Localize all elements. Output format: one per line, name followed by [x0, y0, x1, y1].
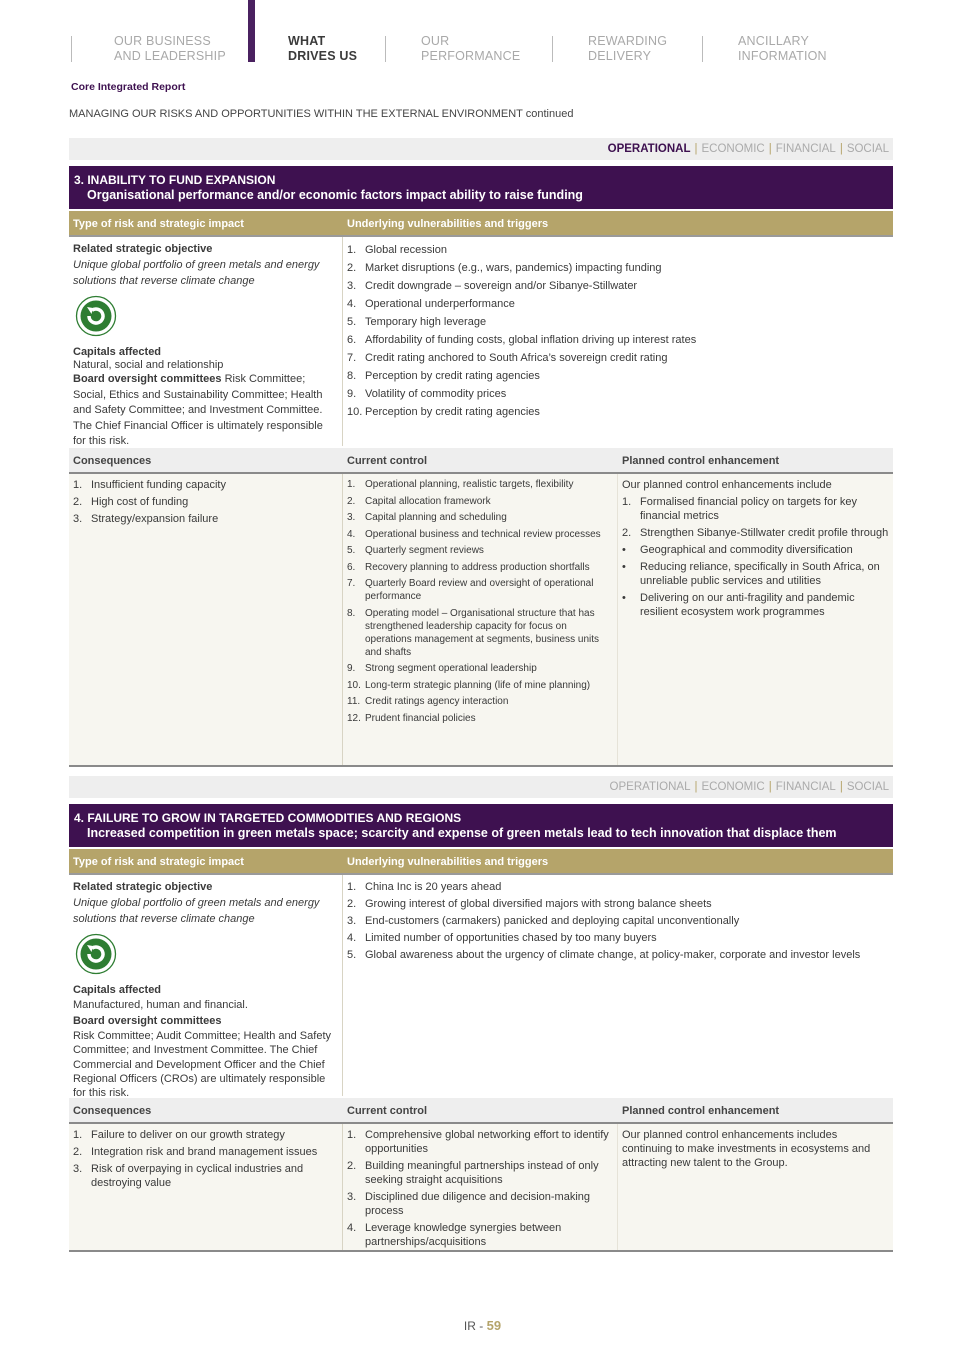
list-item: 7. Credit rating anchored to South Africa’s sovereign credit rating	[347, 349, 889, 367]
objective-text: Unique global portfolio of green metals and energy solutions that reverse climate change	[73, 897, 320, 925]
text: Credit ratings agency interaction	[365, 696, 509, 707]
text: Credit rating anchored to South Africa’s sovereign credit rating	[365, 352, 668, 364]
capitals-text: Natural, social and relationship	[73, 359, 224, 371]
tag-operational: OPERATIONAL	[607, 143, 691, 155]
current-control-cell	[343, 474, 618, 765]
table-header	[69, 849, 893, 875]
tag-economic: ECONOMIC	[701, 781, 765, 793]
text: 1.	[622, 496, 632, 508]
list-item: 9. Volatility of commodity prices	[347, 385, 889, 403]
header-planned-enhancement: Planned control enhancement	[622, 455, 780, 467]
tag-financial: FINANCIAL	[775, 781, 836, 793]
text: Affordability of funding costs, global inflation driving up interest rates	[365, 334, 697, 346]
objective-label: Related strategic objective	[73, 881, 213, 893]
triggers-cell	[343, 875, 893, 1096]
text: Operational planning, realistic targets, flexibility	[365, 479, 574, 490]
text: Reducing reliance, specifically in South Africa, on unreliable public services and utilities	[640, 561, 880, 587]
table-row	[69, 875, 893, 1100]
strategic-impact-cell	[69, 237, 343, 446]
nav-ancillary-information[interactable]	[738, 34, 827, 64]
text: Perception by credit rating agencies	[365, 406, 540, 418]
text: Capital planning and scheduling	[365, 512, 507, 523]
list-item: 1. Comprehensive global networking effort to identify opportunities	[347, 1128, 613, 1156]
planned-intro: Our planned control enhancements includes continuing to make investments in ecosystems and attracting new talent to the Group.	[622, 1129, 871, 1169]
risk-title-bar	[69, 804, 893, 847]
capitals-text: Manufactured, human and financial.	[73, 999, 248, 1011]
risk-title: 4. FAILURE TO GROW IN TARGETED COMMODITIES AND REGIONS	[74, 811, 462, 825]
strategic-impact-cell	[69, 875, 343, 1100]
list-item: 2. Capital allocation framework	[347, 495, 491, 507]
header-type: Type of risk and strategic impact	[73, 218, 244, 230]
current-control-cell	[343, 1124, 618, 1250]
list-item: 2. Growing interest of global diversified majors with strong balance sheets	[347, 896, 889, 913]
text: Geographical and commodity diversification	[640, 544, 853, 556]
list-item: 2. High cost of funding	[73, 496, 189, 508]
table-header	[69, 211, 893, 237]
text: •	[622, 592, 626, 604]
table-row	[69, 474, 893, 767]
text: Delivering on our anti-fragility and pandemic resilient ecosystem work programmes	[640, 592, 855, 618]
nav-label: DELIVERY	[588, 49, 652, 63]
tag-operational: OPERATIONAL	[609, 781, 691, 793]
list-item: 6. Recovery planning to address production shortfalls	[347, 561, 590, 573]
page-subtitle: MANAGING OUR RISKS AND OPPORTUNITIES WITHIN THE EXTERNAL ENVIRONMENT continued	[69, 108, 574, 120]
nav-rewarding-delivery[interactable]	[588, 34, 667, 64]
nav-label: DRIVES US	[288, 49, 358, 63]
list-item: 4. Limited number of opportunities chased by too many buyers	[347, 930, 889, 947]
list-item	[622, 560, 889, 588]
risk-table-3	[69, 166, 893, 767]
header-current-control: Current control	[347, 1105, 428, 1117]
table-header	[69, 448, 893, 474]
tag-financial: FINANCIAL	[775, 143, 836, 155]
nav-our-performance[interactable]	[421, 34, 520, 64]
list-item: 3. Strategy/expansion failure	[73, 513, 219, 525]
list-item: 3. Risk of overpaying in cyclical industries and destroying value	[73, 1162, 338, 1190]
nav-label: REWARDING	[588, 34, 668, 48]
text: Strong segment operational leadership	[365, 663, 537, 674]
report-label: Core Integrated Report	[71, 81, 186, 93]
text: •	[622, 561, 626, 573]
list-item	[622, 495, 889, 523]
list-item: 6. Affordability of funding costs, global inflation driving up interest rates	[347, 331, 889, 349]
list-item: 1. Failure to deliver on our growth strategy	[73, 1129, 285, 1141]
list-item: 1. Global recession	[347, 241, 889, 259]
board-text: Risk Committee; Social, Ethics and Sustainability Committee; Health and Safety Committee; and Investment Committee. The Chief Financial Officer is ultimately responsible for this risk.	[73, 373, 323, 447]
risk-subtitle: Increased competition in green metals space; scarcity and expense of green metals lead to tech innovation that displace them	[87, 826, 837, 840]
capitals-label: Capitals affected	[73, 984, 162, 996]
page-number-value: 59	[486, 1318, 502, 1333]
table-header	[69, 1098, 893, 1124]
header-type: Type of risk and strategic impact	[73, 856, 244, 868]
text: Building meaningful partnerships instead of only seeking straight acquisitions	[365, 1160, 599, 1186]
nav-label: INFORMATION	[738, 49, 827, 63]
nav-label: PERFORMANCE	[421, 49, 521, 63]
list-item: 3. End-customers (carmakers) panicked and deploying capital unconventionally	[347, 913, 889, 930]
section-nav	[0, 0, 965, 70]
list-item: 2. Integration risk and brand management issues	[73, 1146, 318, 1158]
text: Strategy/expansion failure	[91, 513, 219, 525]
tag-social: SOCIAL	[846, 781, 889, 793]
list-item: 4. Leverage knowledge synergies between partnerships/acquisitions	[347, 1221, 613, 1249]
board-label: Board oversight committees	[73, 1015, 222, 1027]
text: China Inc is 20 years ahead	[365, 881, 502, 893]
capitals-label: Capitals affected	[73, 346, 162, 358]
nav-divider	[71, 36, 72, 62]
risk-category-bar: OPERATIONAL | ECONOMIC | FINANCIAL | SOCIAL	[69, 776, 893, 798]
list-item: 11. Credit ratings agency interaction	[347, 696, 509, 707]
text: Long-term strategic planning (life of mine planning)	[365, 679, 591, 691]
list-item: 2. Market disruptions (e.g., wars, pandemics) impacting funding	[347, 259, 889, 277]
text: Temporary high leverage	[365, 316, 487, 328]
list-item	[622, 543, 889, 557]
board-text: Risk Committee; Audit Committee; Health and Safety Committee; and Investment Committee. The Chief Commercial and Development Officer and the Chief Regional Officers (CROs) are ultimately responsible for this risk.	[73, 1030, 331, 1100]
text: 2.	[622, 527, 632, 539]
nav-divider	[385, 36, 386, 62]
text: Failure to deliver on our growth strategy	[91, 1129, 285, 1141]
list-item: 7. Quarterly Board review and oversight of operational performance	[347, 577, 613, 603]
header-consequences: Consequences	[73, 1105, 152, 1117]
text: Operational business and technical review processes	[365, 528, 601, 540]
list-item: 12. Prudent financial policies	[347, 712, 476, 724]
page-prefix: IR -	[463, 1319, 487, 1333]
list-item: 5. Global awareness about the urgency of climate change, at policy-maker, corporate and investor levels	[347, 947, 889, 964]
text: Quarterly segment reviews	[365, 545, 484, 556]
list-item: 1. Operational planning, realistic targets, flexibility	[347, 479, 574, 490]
list-item: 5. Quarterly segment reviews	[347, 545, 484, 556]
board-label: Board oversight committees	[73, 373, 222, 385]
list-item: 5. Temporary high leverage	[347, 313, 889, 331]
strategic-objective-recycle-icon	[75, 295, 117, 337]
list-item	[622, 526, 889, 540]
list-item: 4. Operational underperformance	[347, 295, 889, 313]
objective-text: Unique global portfolio of green metals and energy solutions that reverse climate change	[73, 259, 320, 287]
table-row	[69, 237, 893, 446]
risk-table-4	[69, 804, 893, 1252]
planned-enhancement-cell	[618, 474, 893, 765]
text: Quarterly Board review and oversight of operational performance	[365, 578, 594, 602]
text: Operating model – Organisational structure that has strengthened leadership capacity for focus on operations management at segments, business units and shafts	[365, 607, 600, 658]
header-underlying: Underlying vulnerabilities and triggers	[347, 856, 549, 868]
tag-social: SOCIAL	[846, 143, 889, 155]
text: Global awareness about the urgency of climate change, at policy-maker, corporate and investor levels	[365, 949, 861, 961]
list-item: 3. Capital planning and scheduling	[347, 512, 507, 523]
header-planned-enhancement: Planned control enhancement	[622, 1105, 780, 1117]
table-row	[69, 1124, 893, 1252]
nav-label: OUR BUSINESS	[114, 34, 211, 48]
list-item: 10. Perception by credit rating agencies	[347, 403, 889, 421]
tag-economic: ECONOMIC	[701, 143, 765, 155]
text: Disciplined due diligence and decision-making process	[365, 1191, 591, 1217]
nav-what-drives-us[interactable]	[288, 34, 357, 64]
list-item: 1. China Inc is 20 years ahead	[347, 879, 889, 896]
text: Strengthen Sibanye-Stillwater credit profile through	[640, 527, 889, 539]
list-item: 8. Perception by credit rating agencies	[347, 367, 889, 385]
risk-subtitle: Organisational performance and/or economic factors impact ability to raise funding	[87, 188, 583, 202]
objective-label: Related strategic objective	[73, 243, 213, 255]
text: Comprehensive global networking effort to identify opportunities	[365, 1129, 609, 1155]
text: •	[622, 544, 626, 556]
text: Limited number of opportunities chased by too many buyers	[365, 932, 657, 944]
list-item	[622, 591, 889, 619]
consequences-cell	[69, 1124, 343, 1250]
triggers-cell	[343, 237, 893, 446]
risk-title-bar	[69, 166, 893, 209]
header-current-control: Current control	[347, 455, 428, 467]
list-item: 3. Disciplined due diligence and decision-making process	[347, 1190, 613, 1218]
nav-our-business[interactable]	[114, 34, 226, 64]
text: Insufficient funding capacity	[91, 479, 226, 491]
text: Perception by credit rating agencies	[365, 370, 540, 382]
page-number	[0, 1318, 965, 1333]
risk-category-bar: OPERATIONAL | ECONOMIC | FINANCIAL | SOCIAL	[69, 138, 893, 160]
text: Prudent financial policies	[365, 712, 476, 724]
list-item: 8. Operating model – Organisational structure that has strengthened leadership capacity for focus on operations management at segments, business units and shafts	[347, 607, 613, 659]
list-item: 9. Strong segment operational leadership	[347, 663, 537, 674]
consequences-cell	[69, 474, 343, 765]
text: End-customers (carmakers) panicked and deploying capital unconventionally	[365, 915, 740, 927]
strategic-objective-recycle-icon	[75, 933, 117, 975]
text: Global recession	[365, 244, 447, 256]
nav-label: ANCILLARY	[738, 34, 810, 48]
text: Operational underperformance	[365, 298, 515, 310]
nav-divider	[702, 36, 703, 62]
list-item: 2. Building meaningful partnerships instead of only seeking straight acquisitions	[347, 1159, 613, 1187]
nav-label: AND LEADERSHIP	[114, 49, 226, 63]
header-consequences: Consequences	[73, 455, 152, 467]
list-item: 10. Long-term strategic planning (life of mine planning)	[347, 679, 591, 691]
text: Growing interest of global diversified majors with strong balance sheets	[365, 898, 712, 910]
text: Leverage knowledge synergies between partnerships/acquisitions	[365, 1222, 562, 1248]
active-nav-indicator	[248, 0, 255, 62]
list-item: 3. Credit downgrade – sovereign and/or Sibanye-Stillwater	[347, 277, 889, 295]
text: High cost of funding	[91, 496, 189, 508]
planned-enhancement-cell	[618, 1124, 893, 1250]
text: Market disruptions (e.g., wars, pandemics) impacting funding	[365, 262, 662, 274]
text: Risk of overpaying in cyclical industries and destroying value	[91, 1163, 304, 1189]
planned-intro: Our planned control enhancements include	[622, 479, 832, 491]
header-underlying: Underlying vulnerabilities and triggers	[347, 218, 549, 230]
text: Volatility of commodity prices	[365, 388, 507, 400]
nav-label: OUR	[421, 34, 450, 48]
list-item: 4. Operational business and technical review processes	[347, 528, 601, 540]
text: Credit downgrade – sovereign and/or Sibanye-Stillwater	[365, 280, 638, 292]
nav-label: WHAT	[288, 34, 326, 48]
text: Formalised financial policy on targets for key financial metrics	[640, 496, 858, 522]
risk-title: 3. INABILITY TO FUND EXPANSION	[74, 173, 276, 187]
list-item: 1. Insufficient funding capacity	[73, 479, 226, 491]
text: Recovery planning to address production shortfalls	[365, 561, 590, 573]
text: Integration risk and brand management issues	[91, 1146, 318, 1158]
text: Capital allocation framework	[365, 495, 491, 507]
nav-divider	[552, 36, 553, 62]
